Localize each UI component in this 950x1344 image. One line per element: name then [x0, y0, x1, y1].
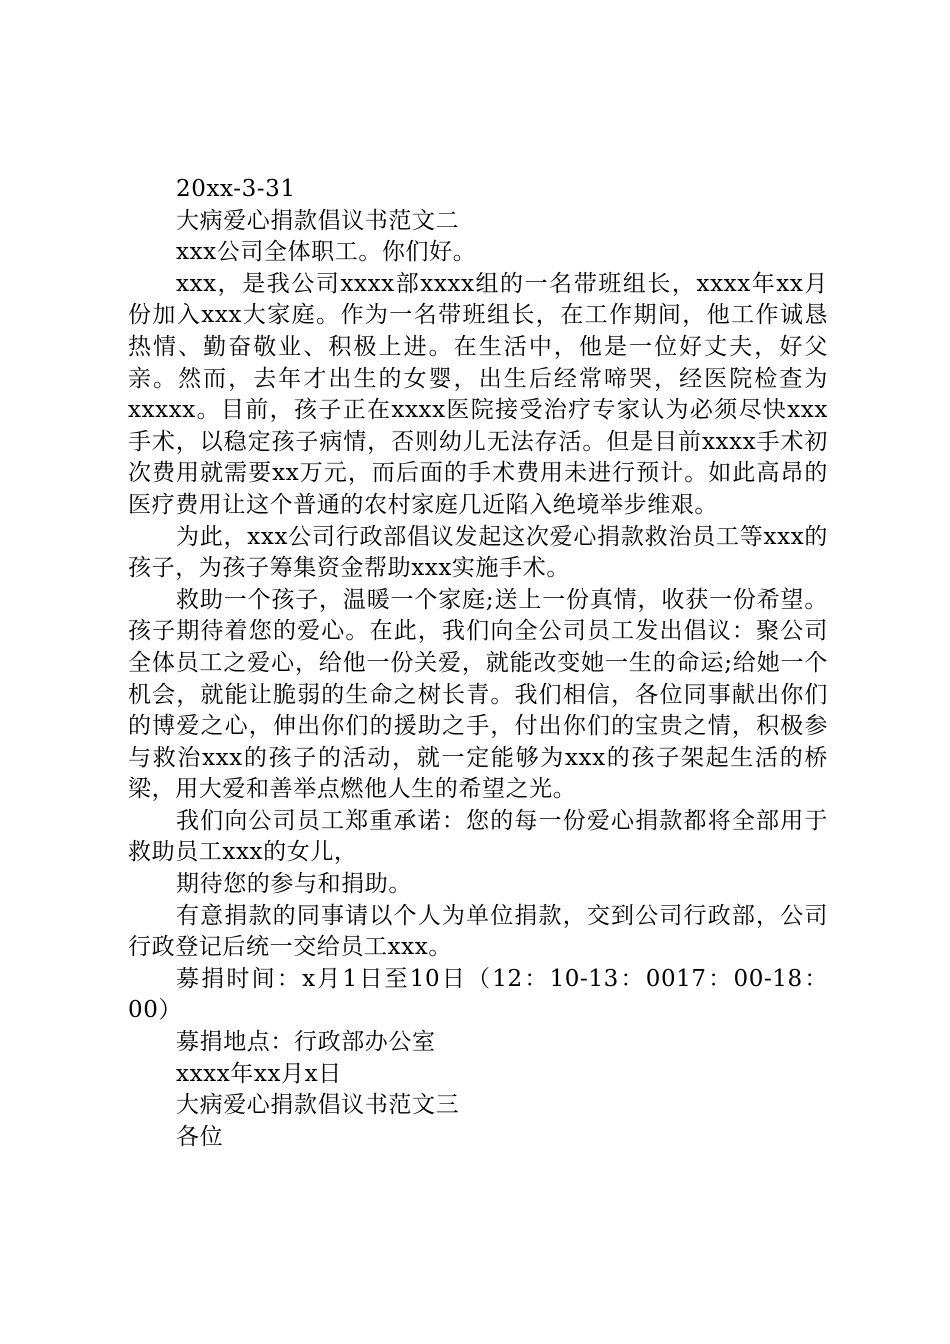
paragraph-donation-method: 有意捐款的同事请以个人为单位捐款，交到公司行政部，公司行政登记后统一交给员工xxx。 — [128, 902, 828, 961]
paragraph-initiative: 为此，xxx公司行政部倡议发起这次爱心捐款救治员工等xxx的孩子，为孩子筹集资金帮助xxx实施手术。 — [128, 523, 828, 582]
sign-date: xxxx年xx月x日 — [176, 1060, 342, 1087]
donation-place: 募捐地点：行政部办公室 — [176, 1029, 436, 1056]
paragraph-employee-story: xxx，是我公司xxxx部xxxx组的一名带班组长，xxxx年xx月份加入xxx大家庭。作为一名带班组长，在工作期间，他工作诚恳热情、勤奋敬业、积极上进。在生活中，他是一位好丈夫，好父亲。然而，去年才出生的女婴，出生后经常啼哭，经医院检查为xxxxx。目前，孩子正在xxxx医院接受治疗专家认为必须尽快xxx手术，以稳定孩子病情，否则幼儿无法存活。但是目前xxxx手术初次费用就需要xx万元，而后面的手术费用未进行预计。如此高昂的医疗费用让这个普通的农村家庭几近陷入绝境举步维艰。 — [128, 270, 828, 518]
looking-forward-line: 期待您的参与和捐助。 — [176, 871, 412, 898]
salutation: xxx公司全体职工。你们好。 — [176, 239, 477, 266]
section-title-2: 大病爱心捐款倡议书范文二 — [176, 207, 460, 234]
paragraph-promise: 我们向公司员工郑重承诺：您的每一份爱心捐款都将全部用于救助员工xxx的女儿， — [128, 807, 828, 866]
paragraph-appeal: 救助一个孩子，温暖一个家庭;送上一份真情，收获一份希望。孩子期待着您的爱心。在此，我们向全公司员工发出倡议：聚公司全体员工之爱心，给他一份关爱，就能改变她一生的命运;给她一个机会，就能让脆弱的生命之树长青。我们相信，各位同事献出你们的博爱之心，伸出你们的援助之手，付出你们的宝贵之情，积极参与救治xxx的孩子的活动，就一定能够为xxx的孩子架起生活的桥梁，用大爱和善举点燃他人生的希望之光。 — [128, 586, 828, 803]
donation-time: 募捐时间：x月1日至10日（12：10-13：0017：00-18：00） — [128, 965, 828, 1024]
document-page — [128, 174, 828, 1153]
closing-start: 各位 — [176, 1123, 224, 1150]
date-line: 20xx-3-31 — [176, 176, 296, 202]
section-title-3: 大病爱心捐款倡议书范文三 — [176, 1092, 460, 1119]
